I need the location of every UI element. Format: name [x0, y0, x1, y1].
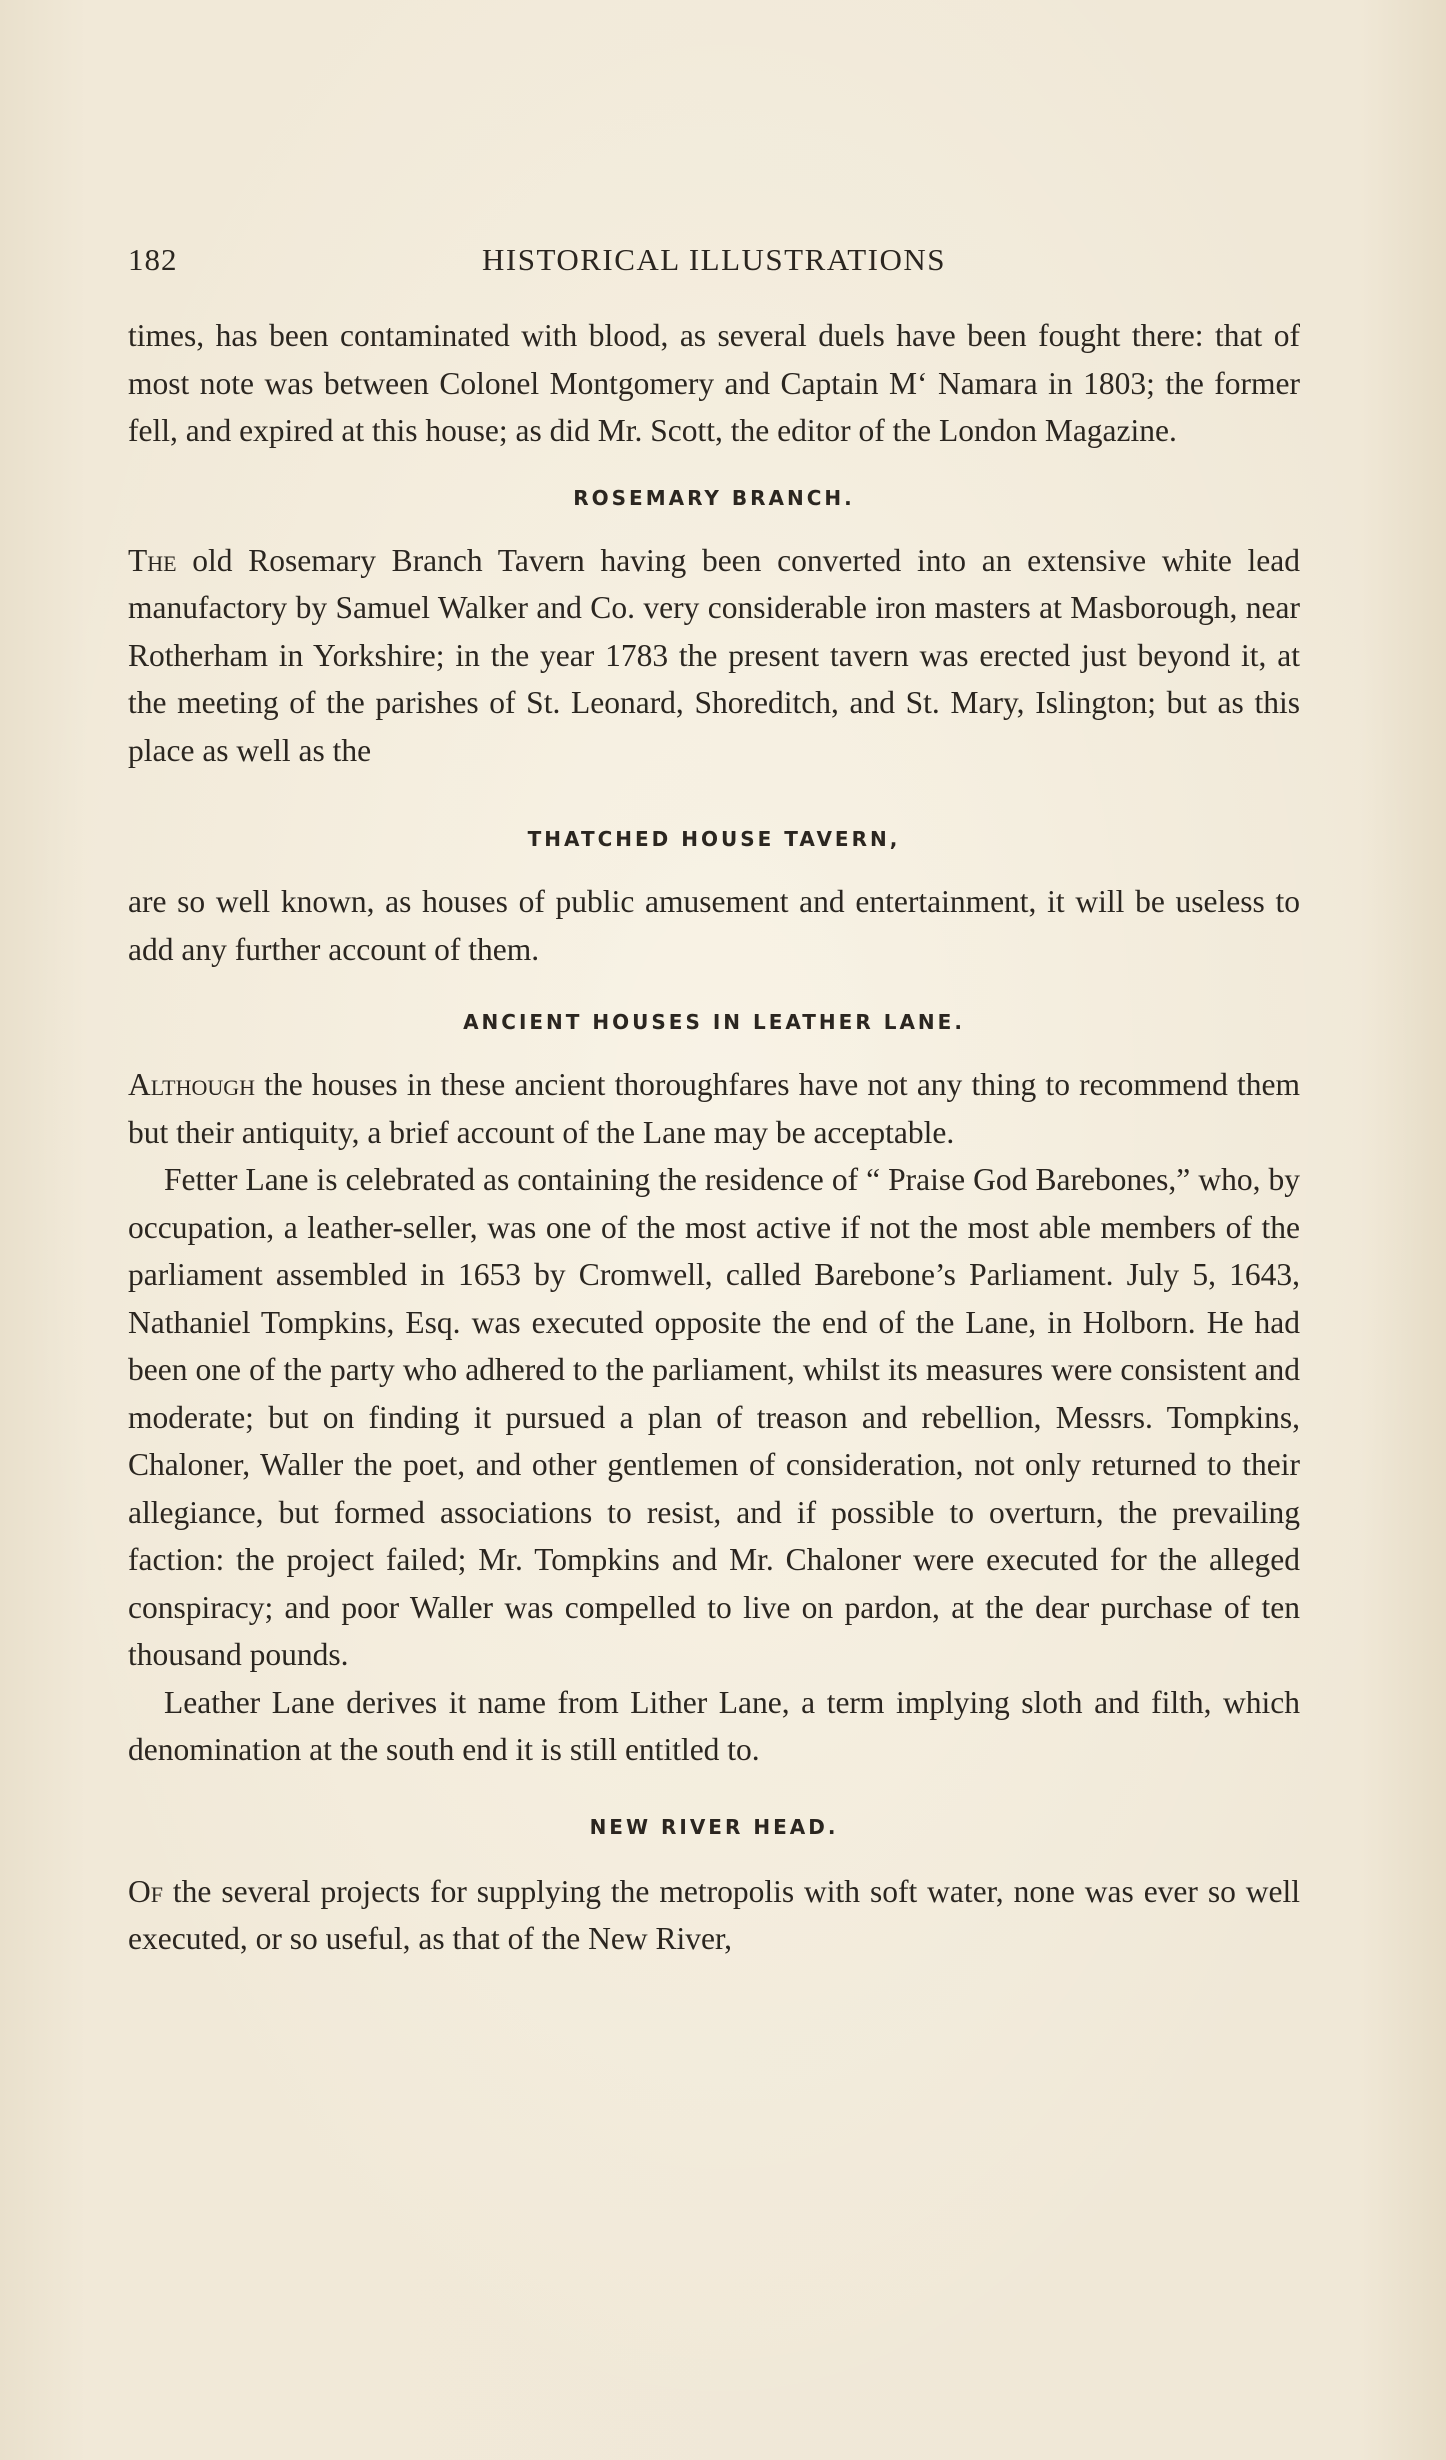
body-text [128, 312, 1300, 1963]
lead-word: Although [128, 1067, 256, 1102]
paragraph-leather-lane-intro [128, 1061, 1300, 1156]
paragraph-thatched-house: are so well known, as houses of public amusement and entertainment, it will be useless to add any further account of them. [128, 884, 1300, 967]
paragraph-text: the houses in these ancient thoroughfares have not any thing to recommend them but their antiquity, a brief account of the Lane may be acceptable. [128, 1067, 1300, 1150]
page-number: 182 [128, 242, 178, 277]
section-heading-leather-lane: ANCIENT HOUSES IN LEATHER LANE. [463, 1010, 965, 1034]
paragraph-leather-lane-name: Leather Lane derives it name from Lither Lane, a term implying sloth and filth, which denomination at the south end it is still entitled to. [128, 1684, 1300, 1767]
paragraph-text: the several projects for supplying the metropolis with soft water, none was ever so well executed, or so useful, as that of the New River, [128, 1873, 1300, 1956]
lead-word: The [128, 542, 177, 578]
lead-word: Of [128, 1873, 163, 1909]
paragraph-text: old Rosemary Branch Tavern having been converted into an extensive white lead manufactory by Samuel Walker and Co. very considerable iron masters at Masborough, near Rotherham in Yorkshire; in the year 1783 the present tavern was erected just beyond it, at the meeting of the parishes of St. Leonard, Shoreditch, and St. Mary, Islington; but as this place as well as the [128, 542, 1300, 768]
paragraph-rosemary-branch [128, 537, 1300, 775]
section-heading-thatched-house: THATCHED HOUSE TAVERN, [527, 827, 901, 851]
section-heading-rosemary-branch: ROSEMARY BRANCH. [573, 485, 855, 510]
running-title: HISTORICAL ILLUSTRATIONS [482, 242, 946, 277]
page-header [128, 242, 1300, 286]
paragraph-fetter-lane: Fetter Lane is celebrated as containing the residence of “ Praise God Barebones,” who, by occupation, a leather-seller, was one of the most active if not the most able members of the parliament assembled in 1653 by Cromwell, called Barebone’s Parliament. July 5, 1643, Nathaniel Tompkins, Esq. was executed opposite the end of the Lane, in Holborn. He had been one of the party who adhered to the parliament, whilst its measures were consistent and moderate; but on finding it pursued a plan of treason and rebellion, Messrs. Tompkins, Chaloner, Waller the poet, and other gentlemen of consideration, not only returned to their allegiance, but formed associations to resist, and if possible to overturn, the prevailing faction: the project failed; Mr. Tompkins and Mr. Chaloner were executed for the alleged conspiracy; and poor Waller was compelled to live on pardon, at the dear purchase of ten thousand pounds. [128, 1162, 1300, 1672]
paragraph-continued: times, has been contaminated with blood, as several duels have been fought there: that of most note was between Colonel Montgomery and Captain M‘ Namara in 1803; the former fell, and expired at this house; as did Mr. Scott, the editor of the London Magazine. [128, 318, 1300, 448]
section-heading-new-river-head: NEW RIVER HEAD. [589, 1814, 839, 1839]
paragraph-new-river [128, 1868, 1300, 1963]
